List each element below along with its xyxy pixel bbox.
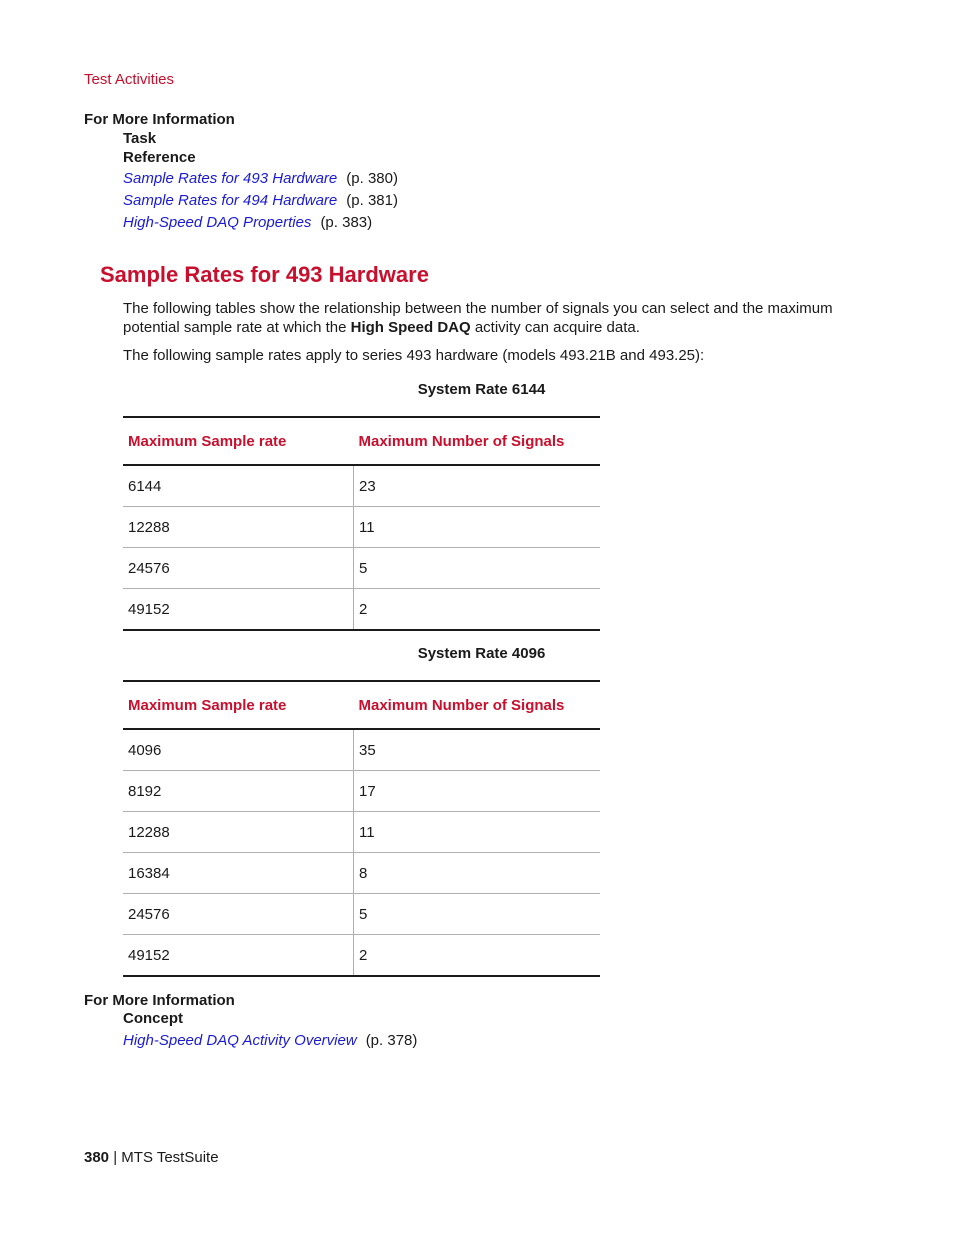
reference-item [123,170,398,187]
intro-paragraph [123,299,863,337]
footer-separator: | [113,1149,118,1166]
link-high-speed-daq-overview[interactable]: High-Speed DAQ Activity Overview [123,1032,357,1049]
page-ref: (p. 383) [320,214,373,231]
cell-num-signals: 35 [354,729,601,771]
table-system-rate-4096 [123,680,600,977]
page-number: 380 [84,1149,110,1166]
col-header-sample-rate: Maximum Sample rate [123,681,354,729]
col-header-sample-rate: Maximum Sample rate [123,417,354,465]
reference-item [123,1032,417,1049]
cell-num-signals: 17 [354,771,601,812]
concept-label: Concept [123,1010,183,1027]
intro-text-end: activity can acquire data. [470,319,640,336]
page-ref: (p. 378) [365,1032,418,1049]
reference-label: Reference [123,149,196,166]
cell-sample-rate: 24576 [123,548,354,589]
cell-num-signals: 8 [354,853,601,894]
table-row [123,729,600,771]
table-row [123,465,600,507]
cell-sample-rate: 12288 [123,507,354,548]
running-header: Test Activities [84,71,175,88]
cell-num-signals: 5 [354,548,601,589]
table-header-row [123,417,600,465]
cell-sample-rate: 16384 [123,853,354,894]
cell-sample-rate: 49152 [123,589,354,631]
cell-sample-rate: 24576 [123,894,354,935]
col-header-num-signals: Maximum Number of Signals [354,681,601,729]
page-ref: (p. 380) [346,170,398,187]
table-row [123,935,600,977]
link-sample-rates-493[interactable]: Sample Rates for 493 Hardware [123,170,338,187]
cell-sample-rate: 4096 [123,729,354,771]
link-high-speed-daq-properties[interactable]: High-Speed DAQ Properties [123,214,312,231]
table-row [123,548,600,589]
intro-text: The following tables show the relationship between the number of signals you can select and the maximum potential sample rate at which the [123,300,833,336]
table-row [123,812,600,853]
col-header-num-signals: Maximum Number of Signals [354,417,601,465]
table-row [123,771,600,812]
table-row [123,589,600,631]
page-footer [84,1149,219,1166]
table-header-row [123,681,600,729]
table1-caption: System Rate 6144 [417,381,546,398]
cell-num-signals: 2 [354,935,601,977]
task-label: Task [123,130,157,147]
table2-caption: System Rate 4096 [417,645,546,662]
cell-num-signals: 11 [354,812,601,853]
table-row [123,894,600,935]
cell-num-signals: 23 [354,465,601,507]
reference-item [123,192,398,209]
reference-item [123,214,372,231]
product-name: MTS TestSuite [121,1149,219,1166]
cell-num-signals: 5 [354,894,601,935]
activity-name: High Speed DAQ [350,319,471,336]
link-sample-rates-494[interactable]: Sample Rates for 494 Hardware [123,192,338,209]
table-system-rate-6144 [123,416,600,631]
page-ref: (p. 381) [346,192,398,209]
cell-sample-rate: 49152 [123,935,354,977]
cell-num-signals: 11 [354,507,601,548]
table-row [123,853,600,894]
more-info-heading-bottom: For More Information [84,992,235,1009]
cell-sample-rate: 12288 [123,812,354,853]
hardware-paragraph: The following sample rates apply to series 493 hardware (models 493.21B and 493.25): [123,347,705,364]
section-title: Sample Rates for 493 Hardware [100,262,429,287]
table-row [123,507,600,548]
cell-sample-rate: 8192 [123,771,354,812]
cell-num-signals: 2 [354,589,601,631]
more-info-heading-top: For More Information [84,111,235,128]
cell-sample-rate: 6144 [123,465,354,507]
